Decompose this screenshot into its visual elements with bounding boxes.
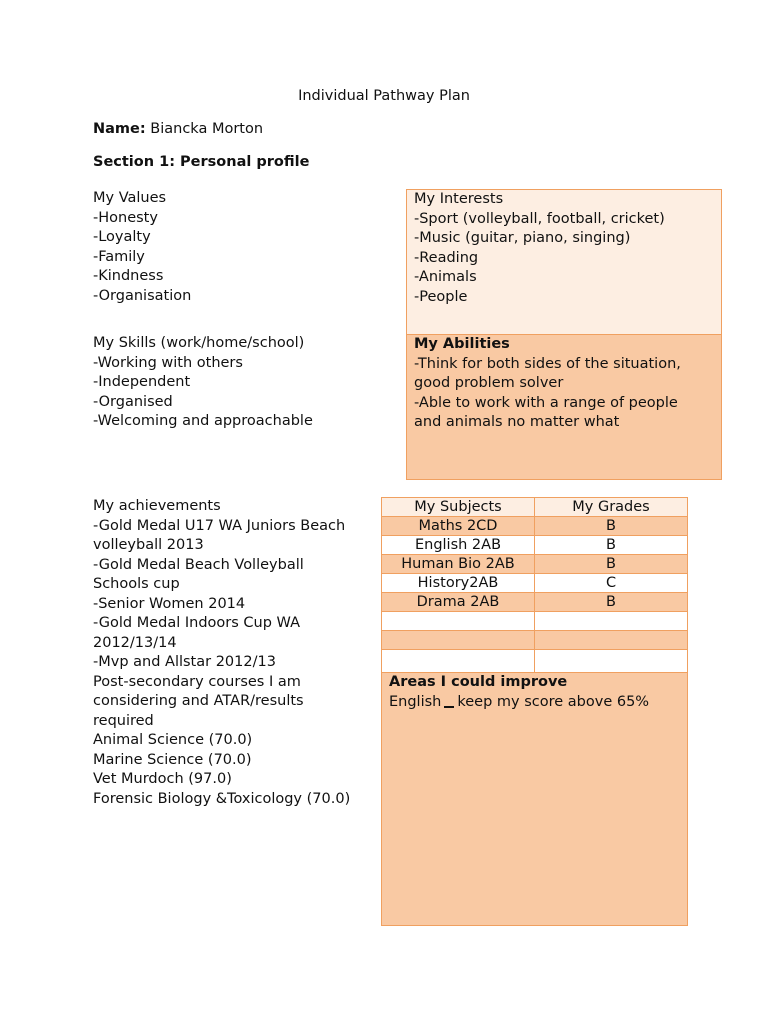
skills-heading: My Skills (work/home/school) [93, 335, 305, 351]
interests-item: -Animals [414, 269, 477, 285]
achievements-line: volleyball 2013 [93, 537, 204, 553]
improve-box [381, 672, 688, 926]
abilities-heading: My Abilities [414, 336, 510, 352]
courses-line: considering and ATAR/results [93, 693, 304, 709]
grade-cell: B [535, 593, 688, 612]
subject-cell: History2AB [382, 574, 535, 593]
values-heading: My Values [93, 190, 167, 206]
grade-cell [535, 631, 688, 650]
interests-heading: My Interests [414, 191, 504, 207]
values-block [93, 189, 191, 306]
table-row [382, 555, 688, 574]
values-item: -Kindness [93, 268, 164, 284]
abilities-box [406, 334, 722, 480]
improve-subject: English [389, 693, 442, 710]
values-item: -Loyalty [93, 229, 151, 245]
skills-item: -Working with others [93, 354, 243, 371]
improve-heading: Areas I could improve [389, 674, 568, 690]
grades-header: My Grades [535, 498, 688, 517]
abilities-line: and animals no matter what [414, 414, 620, 430]
interests-box [406, 189, 722, 335]
values-item: -Organisation [93, 287, 192, 304]
subject-cell [382, 631, 535, 650]
courses-line: Post-secondary courses I am [93, 673, 301, 690]
dash-mark [444, 706, 454, 708]
table-header-row [382, 498, 688, 517]
name-value: Biancka Morton [150, 121, 264, 137]
table-row [382, 517, 688, 536]
abilities-line: good problem solver [414, 375, 564, 391]
abilities-line: -Able to work with a range of people [414, 394, 678, 411]
document-title: Individual Pathway Plan [298, 88, 470, 104]
name-line [93, 120, 263, 140]
courses-line: required [93, 712, 154, 729]
skills-block [93, 334, 313, 432]
subjects-header: My Subjects [382, 498, 535, 517]
subject-cell: Maths 2CD [382, 517, 535, 536]
interests-item: -Music (guitar, piano, singing) [414, 230, 631, 246]
course-item: Marine Science (70.0) [93, 751, 252, 768]
skills-item: -Organised [93, 393, 173, 410]
improve-detail: keep my score above 65% [457, 693, 650, 710]
skills-item: -Independent [93, 374, 191, 390]
improve-line [389, 693, 680, 713]
subject-cell: Human Bio 2AB [382, 555, 535, 574]
achievements-line: -Gold Medal Indoors Cup WA [93, 615, 301, 631]
grade-cell: B [535, 517, 688, 536]
abilities-line: -Think for both sides of the situation, [414, 355, 681, 372]
grade-cell: B [535, 555, 688, 574]
table-row [382, 536, 688, 555]
achievements-line: Schools cup [93, 576, 180, 592]
grade-cell [535, 612, 688, 631]
section-heading: Section 1: Personal profile [93, 154, 310, 170]
achievements-line: -Mvp and Allstar 2012/13 [93, 654, 276, 670]
grades-table [381, 497, 688, 678]
table-row [382, 631, 688, 650]
table-row [382, 593, 688, 612]
subject-cell: English 2AB [382, 536, 535, 555]
course-item: Forensic Biology &Toxicology (70.0) [93, 790, 351, 807]
achievements-line: -Gold Medal Beach Volleyball [93, 556, 304, 573]
course-item: Animal Science (70.0) [93, 732, 253, 748]
achievements-line: -Senior Women 2014 [93, 595, 246, 612]
achievements-line: -Gold Medal U17 WA Juniors Beach [93, 517, 346, 534]
interests-item: -Reading [414, 249, 479, 266]
table-row [382, 574, 688, 593]
achievements-line: 2012/13/14 [93, 634, 177, 651]
skills-item: -Welcoming and approachable [93, 413, 313, 429]
achievements-heading: My achievements [93, 498, 221, 514]
values-item: -Family [93, 248, 145, 265]
interests-item: -Sport (volleyball, football, cricket) [414, 210, 665, 227]
table-row [382, 612, 688, 631]
interests-item: -People [414, 288, 468, 305]
values-item: -Honesty [93, 209, 158, 226]
subject-cell: Drama 2AB [382, 593, 535, 612]
achievements-block [93, 497, 350, 809]
grade-cell: C [535, 574, 688, 593]
grade-cell: B [535, 536, 688, 555]
name-label: Name: [93, 121, 146, 137]
course-item: Vet Murdoch (97.0) [93, 771, 232, 787]
subject-cell [382, 612, 535, 631]
